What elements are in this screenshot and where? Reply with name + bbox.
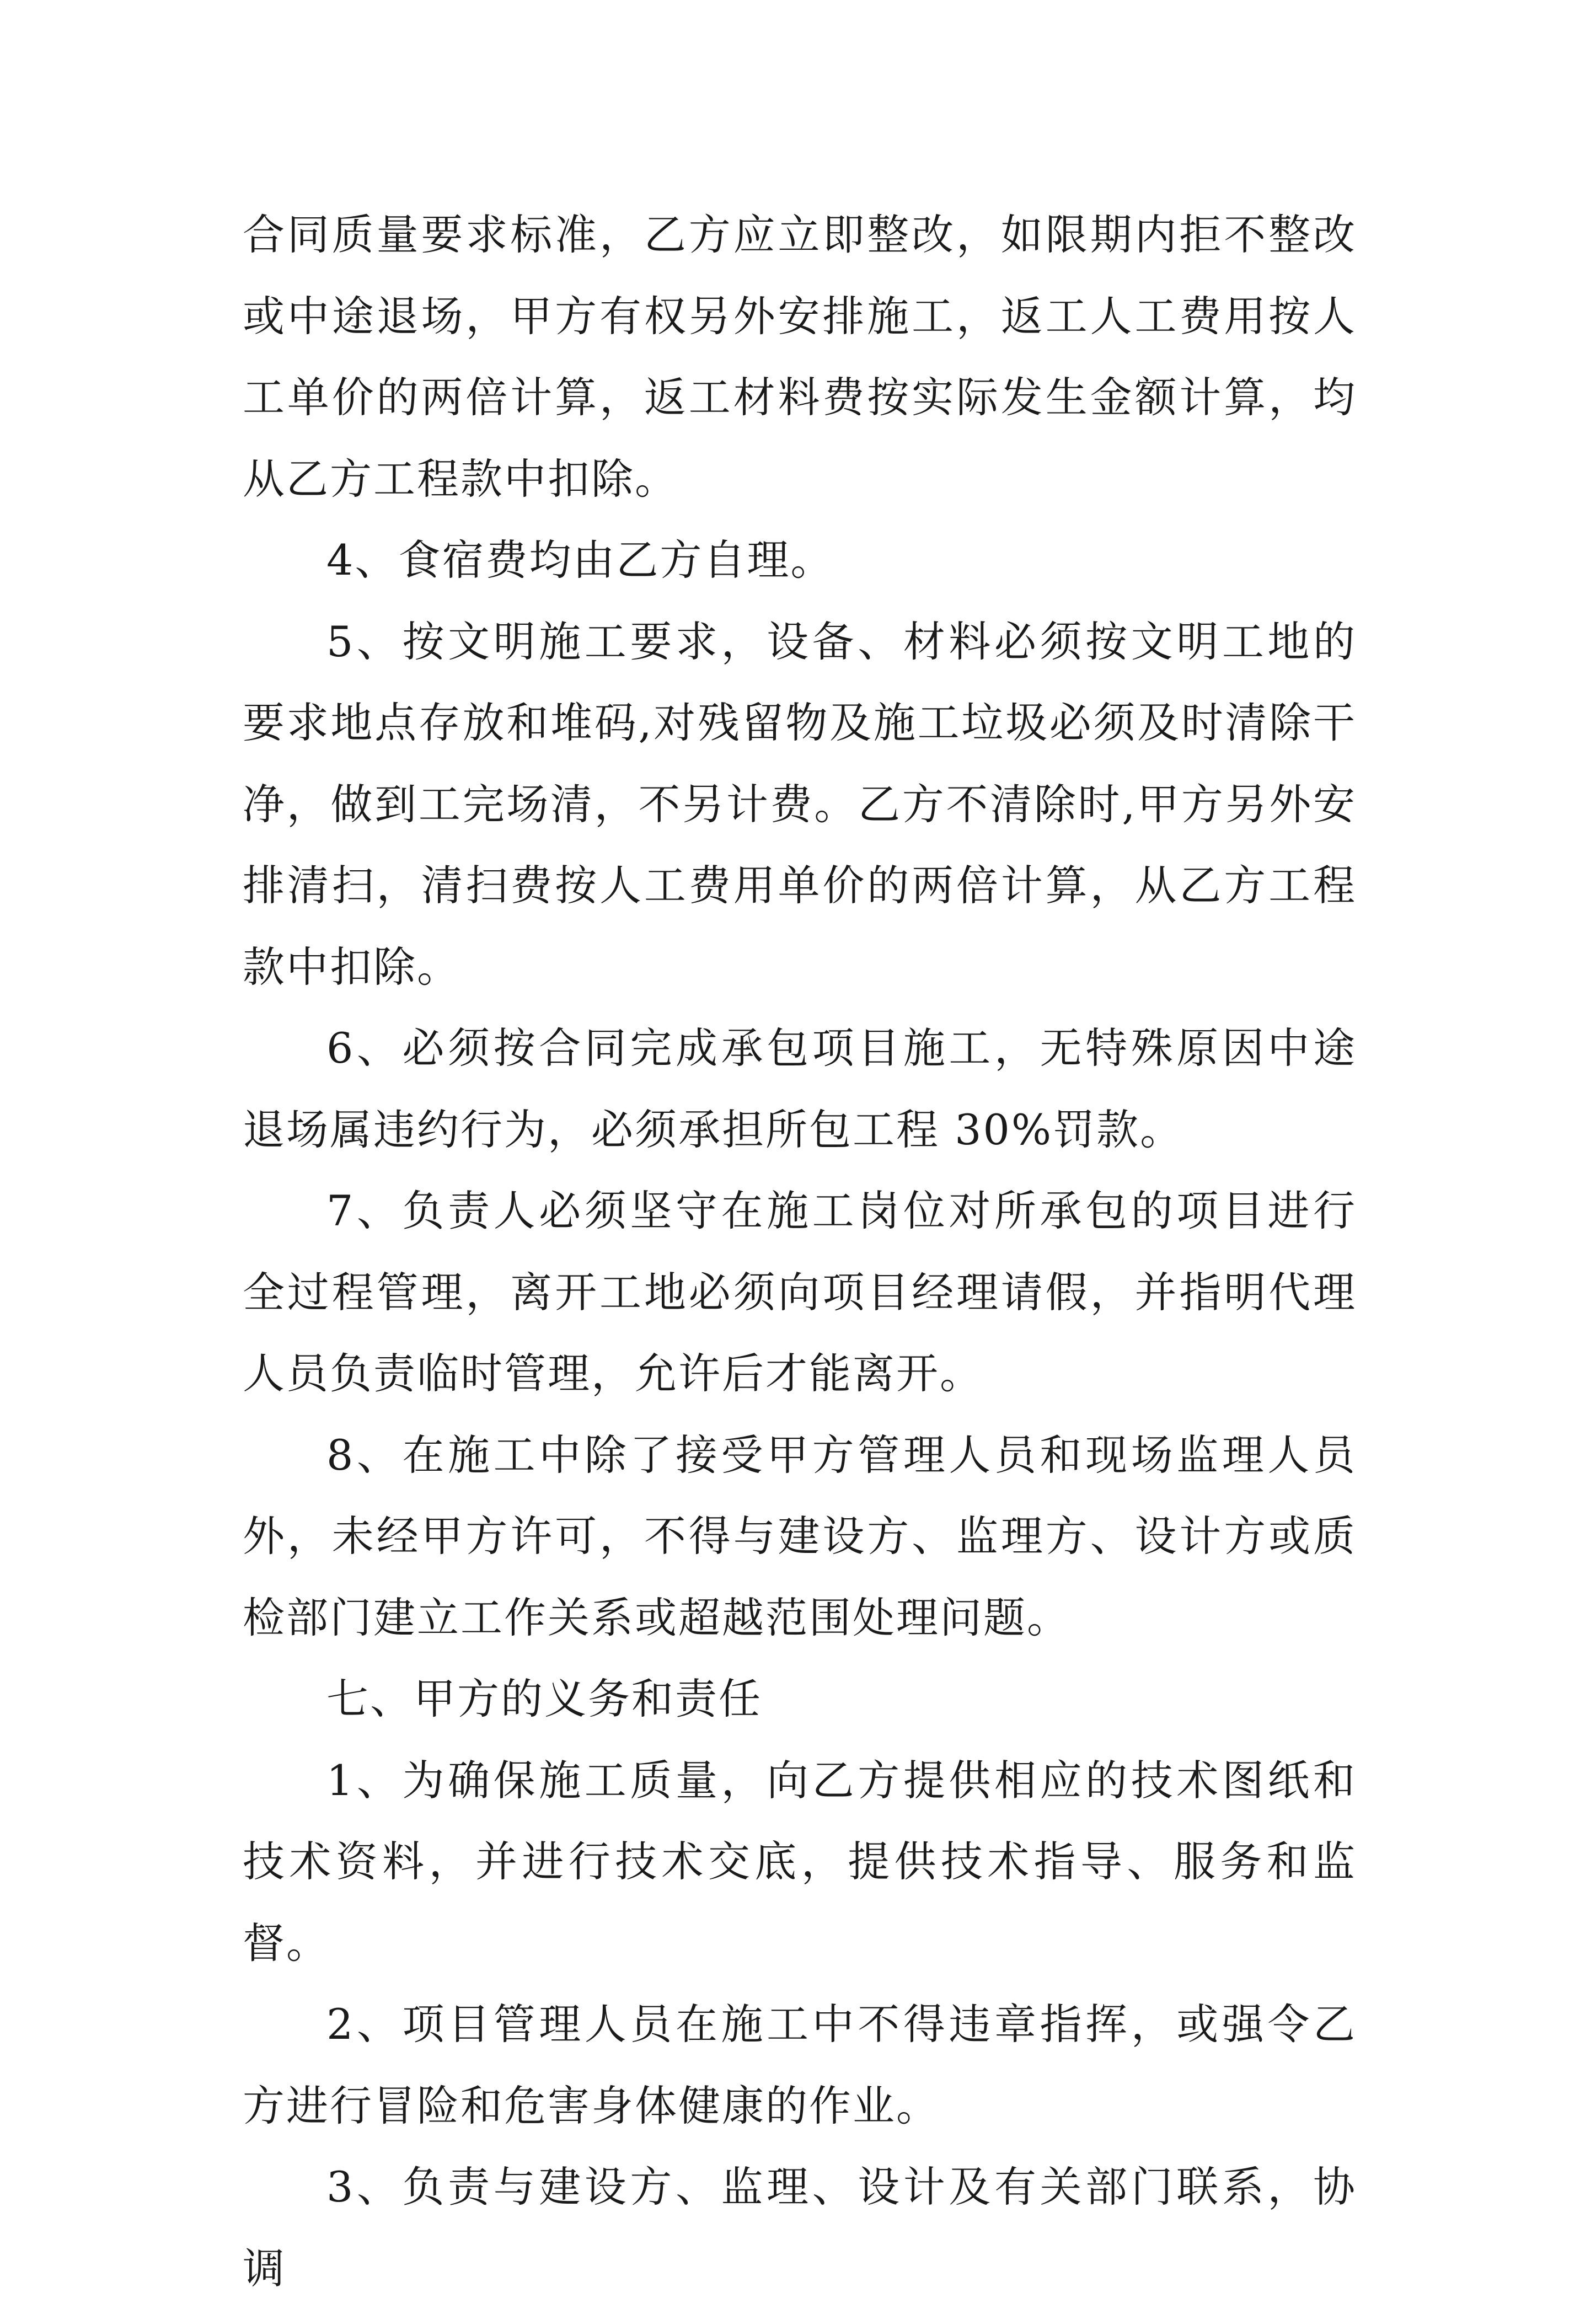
section-heading-7: 七、甲方的义务和责任 <box>326 1674 762 1723</box>
paragraph-item-3: 3、负责与建设方、监理、设计及有关部门联系，协调 <box>243 2162 1357 2293</box>
paragraph-item-4: 4、食宿费均由乙方自理。 <box>326 535 834 585</box>
document-body <box>243 194 1357 2309</box>
paragraph-item-8: 8、在施工中除了接受甲方管理人员和现场监理人员外，未经甲方许可，不得与建设方、监理方、设计方或质检部门建立工作关系或超越范围处理问题。 <box>243 1430 1357 1642</box>
paragraph-item-5: 5、按文明施工要求，设备、材料必须按文明工地的要求地点存放和堆码,对残留物及施工垃圾必须及时清除干净，做到工完场清，不另计费。乙方不清除时,甲方另外安排清扫，清扫费按人工费用单价的两倍计算，从乙方工程款中扣除。 <box>243 617 1357 992</box>
paragraph-item-2: 2、项目管理人员在施工中不得违章指挥，或强令乙方进行冒险和危害身体健康的作业。 <box>243 2000 1357 2130</box>
paragraph-item-1: 1、为确保施工质量，向乙方提供相应的技术图纸和技术资料，并进行技术交底，提供技术指导、服务和监督。 <box>243 1755 1357 1968</box>
paragraph-continuation: 合同质量要求标准，乙方应立即整改，如限期内拒不整改或中途退场，甲方有权另外安排施工，返工人工费用按人工单价的两倍计算，返工材料费按实际发生金额计算，均从乙方工程款中扣除。 <box>243 210 1357 503</box>
paragraph-item-7: 7、负责人必须坚守在施工岗位对所承包的项目进行全过程管理，离开工地必须向项目经理请假，并指明代理人员负责临时管理，允许后才能离开。 <box>243 1186 1357 1398</box>
paragraph-item-6: 6、必须按合同完成承包项目施工，无特殊原因中途退场属违约行为，必须承担所包工程 30%罚款。 <box>243 1024 1357 1154</box>
